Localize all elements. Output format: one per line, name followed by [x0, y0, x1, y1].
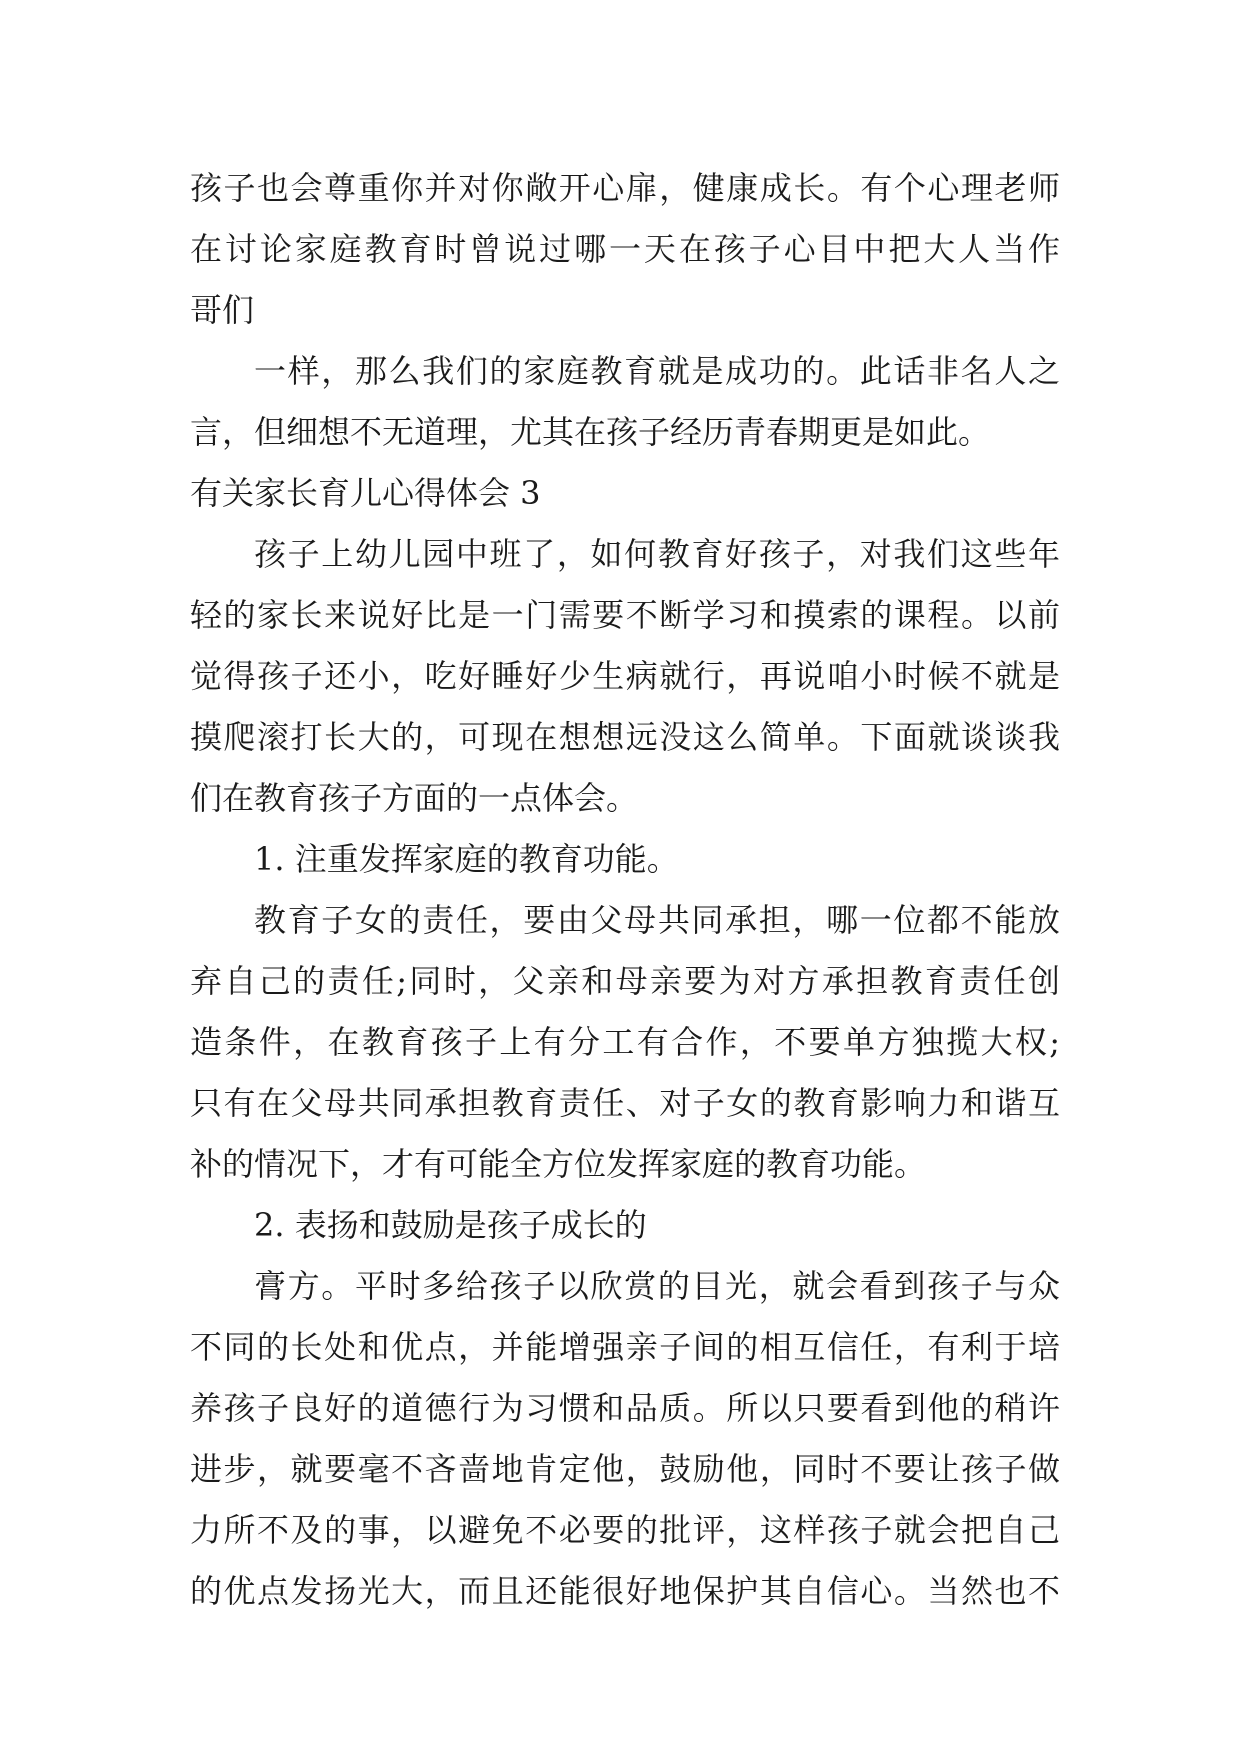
text-line: 觉得孩子还小，吃好睡好少生病就行，再说咱小时候不就是	[190, 657, 1060, 695]
text-line: 1. 注重发挥家庭的教育功能。	[254, 840, 679, 878]
text-line: 不同的长处和优点，并能增强亲子间的相互信任，有利于培	[190, 1328, 1060, 1366]
text-line: 力所不及的事，以避免不必要的批评，这样孩子就会把自己	[190, 1511, 1060, 1549]
text-line: 教育子女的责任，要由父母共同承担，哪一位都不能放	[254, 901, 1060, 939]
text-line: 孩子上幼儿园中班了，如何教育好孩子，对我们这些年	[254, 535, 1060, 573]
text-line: 哥们	[190, 291, 255, 329]
text-line: 们在教育孩子方面的一点体会。	[190, 779, 639, 817]
text-line: 一样，那么我们的家庭教育就是成功的。此话非名人之	[254, 352, 1060, 390]
text-line: 孩子也会尊重你并对你敞开心扉，健康成长。有个心理老师	[190, 169, 1060, 207]
text-line: 在讨论家庭教育时曾说过哪一天在孩子心目中把大人当作	[190, 230, 1060, 268]
text-line: 的优点发扬光大，而且还能很好地保护其自信心。当然也不	[190, 1572, 1060, 1610]
text-line: 弃自己的责任;同时，父亲和母亲要为对方承担教育责任创	[190, 962, 1060, 1000]
text-line: 有关家长育儿心得体会 3	[190, 474, 541, 512]
text-line: 进步，就要毫不吝啬地肯定他，鼓励他，同时不要让孩子做	[190, 1450, 1060, 1488]
text-line: 言，但细想不无道理，尤其在孩子经历青春期更是如此。	[190, 413, 991, 451]
text-line: 摸爬滚打长大的，可现在想想远没这么简单。下面就谈谈我	[190, 718, 1060, 756]
document-body	[190, 158, 1060, 1622]
text-line: 只有在父母共同承担教育责任、对子女的教育影响力和谐互	[190, 1084, 1060, 1122]
text-line: 补的情况下，才有可能全方位发挥家庭的教育功能。	[190, 1145, 927, 1183]
text-line: 造条件，在教育孩子上有分工有合作，不要单方独揽大权;	[190, 1023, 1060, 1061]
text-line: 2. 表扬和鼓励是孩子成长的	[254, 1206, 647, 1244]
text-line: 膏方。平时多给孩子以欣赏的目光，就会看到孩子与众	[254, 1267, 1060, 1305]
text-line: 轻的家长来说好比是一门需要不断学习和摸索的课程。以前	[190, 596, 1060, 634]
text-line: 养孩子良好的道德行为习惯和品质。所以只要看到他的稍许	[190, 1389, 1060, 1427]
